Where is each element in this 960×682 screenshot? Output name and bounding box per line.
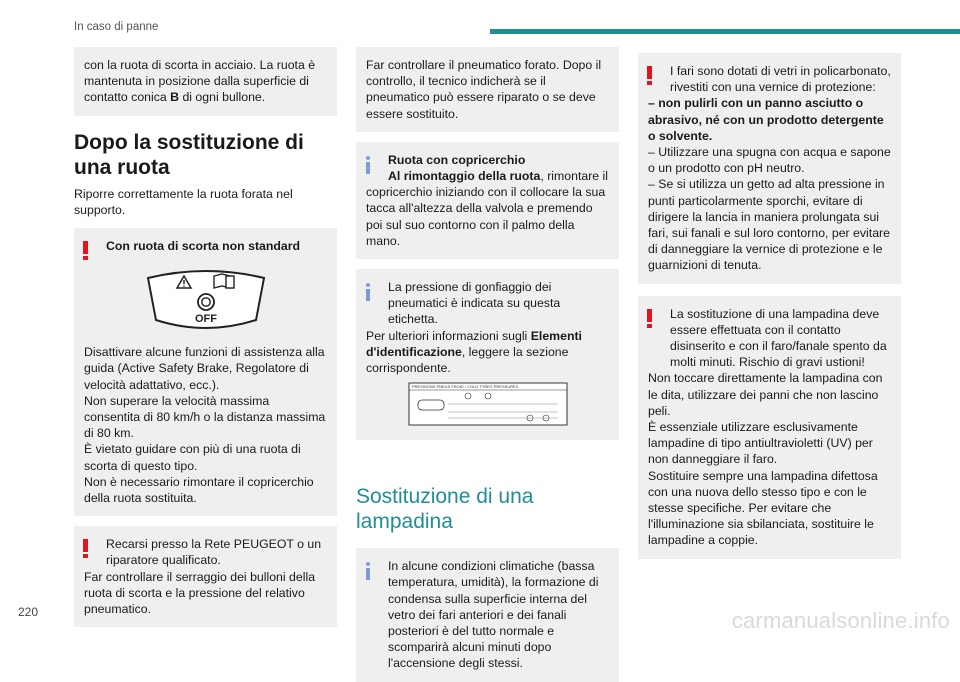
info-title: Ruota con copricerchio xyxy=(388,152,526,167)
warning-line-3: È vietato guidare con più di una ruota di scorta di questo tipo. xyxy=(84,442,301,473)
info-more-bold: Elementi d'identificazione xyxy=(366,328,582,359)
warning-icon xyxy=(83,539,88,558)
info-lead-bold: Al rimontaggio della ruota xyxy=(388,169,541,184)
info-more xyxy=(366,328,609,377)
warning-icon xyxy=(647,66,652,85)
info-first-line: La pressione di gonfiaggio dei pneumatici è indicata su questa etichetta. xyxy=(388,280,561,327)
warning-first-line: I fari sono dotati di vetri in policarbonato, rivestiti con una vernice di protezione: xyxy=(670,64,891,95)
info-tyre-pressure xyxy=(356,269,619,440)
spare-wheel-note-box xyxy=(74,47,337,116)
note-text-after: di ogni bullone. xyxy=(179,90,266,105)
info-more-before: Per ulteriori informazioni sugli xyxy=(366,328,531,343)
warning-nonstandard-spare xyxy=(74,228,337,516)
note-text-bold: B xyxy=(170,90,180,105)
heading-after-wheel-change: Dopo la sostituzione di una ruota xyxy=(74,130,304,179)
off-label: OFF xyxy=(194,313,217,326)
warning-peugeot-network xyxy=(74,526,337,627)
info-text xyxy=(366,169,608,248)
tyre-pressure-label-figure xyxy=(408,382,568,426)
warning-first-line: Recarsi presso la Rete PEUGEOT o un riparatore qualificato. xyxy=(106,537,322,568)
warning-first-line: La sostituzione di una lampadina deve essere effettuata con il contatto disinserito e con il faro/fanale spento da molti minuti. Rischio di gravi ustioni! xyxy=(670,306,887,370)
warning-icon xyxy=(647,309,652,328)
warning-paragraph-2: Non toccare direttamente la lampadina con le dita, utilizzare dei panni che non lascino peli. xyxy=(648,371,883,418)
info-icon xyxy=(366,156,370,174)
warning-bullet-1: – non pulirli con un panno asciutto o abrasivo, né con un prodotto detergente o solvente. xyxy=(648,96,884,143)
warning-line-2: Non superare la velocità massima consentita di 80 km/h o la distanza massima di 80 km. xyxy=(84,393,326,441)
tyre-check-box: Far controllare il pneumatico forato. Dopo il controllo, il tecnico indicherà se il pneumatico può essere riparato o se deve essere sostituito. xyxy=(356,47,619,132)
warning-bullet-2: – Utilizzare una spugna con acqua e sapone o un prodotto con pH neutro. xyxy=(648,145,891,176)
warning-line-1: Disattivare alcune funzioni di assistenza alla guida (Active Safety Brake, Regolatore di velocità adattativo, ecc.). xyxy=(84,345,325,392)
column-2 xyxy=(356,47,619,682)
warning-paragraph-4: Sostituire sempre una lampadina difettosa con una nuova dello stesso tipo e con le stesse specifiche. Per evitare che l'illuminazione sia sbilanciata, sostituire le lampadine a coppie. xyxy=(648,468,878,548)
column-1 xyxy=(74,47,337,627)
warning-polycarbonate xyxy=(638,53,901,284)
warning-title: Con ruota di scorta non standard xyxy=(106,239,301,254)
note-text-before: con la ruota di scorta in acciaio. La ruota è mantenuta in posizione dalla superficie di contatto conica xyxy=(84,58,316,105)
warning-bullet-3: – Se si utilizza un getto ad alta pressione in punti particolarmente sporchi, evitare di dirigere la lancia in maniera prolungata sui fari, sui fanali e sul loro contorno, per evitare di danneggiare la vernice di protezione e le guarnizioni di tenuta. xyxy=(648,177,890,273)
info-more-after: , leggere la sezione corrispondente. xyxy=(366,344,569,376)
info-icon xyxy=(366,562,370,580)
intro-text: Riporre correttamente la ruota forata nel supporto. xyxy=(74,186,293,217)
column-3 xyxy=(638,53,901,559)
warning-paragraph-3: È essenziale utilizzare esclusivamente lampadine di tipo antiultravioletti (UV) per non danneggiare il faro. xyxy=(648,420,873,467)
label-header: PRESSIONS PNEUS FROID / COLD TYRES PRESSURES xyxy=(411,384,518,390)
info-icon xyxy=(366,283,370,301)
dashboard-warning-figure xyxy=(142,266,270,332)
section-title: In caso di panne xyxy=(74,21,159,33)
header-accent-bar xyxy=(490,29,960,34)
info-lead-rest: , rimontare il copricerchio iniziando con il collocare la sua tacca all'altezza della valvola e premendo poi sul suo contorno con il palmo della mano. xyxy=(366,169,609,248)
warning-bulb-replacement xyxy=(638,296,901,559)
watermark: carmanualsonline.info xyxy=(731,608,950,633)
info-wheel-cover xyxy=(356,142,619,259)
warning-rest: Far controllare il serraggio dei bulloni della ruota di scorta e la pressione del relativo pneumatico. xyxy=(84,569,316,617)
heading-bulb-replacement: Sostituzione di una lampadina xyxy=(356,485,534,534)
warning-icon xyxy=(83,241,88,260)
info-condensation xyxy=(356,548,619,681)
info-condensation-text: In alcune condizioni climatiche (bassa temperatura, umidità), la formazione di condensa sulla superficie interna del vetro dei fari anteriori e dei fanali posteriori è del tutto normale e scomparirà alcuni minuti dopo l'accensione degli stessi. xyxy=(388,559,599,671)
page-number: 220 xyxy=(18,605,39,619)
warning-line-4: Non è necessario rimontare il copricerchio della ruota sostituita. xyxy=(84,474,314,506)
